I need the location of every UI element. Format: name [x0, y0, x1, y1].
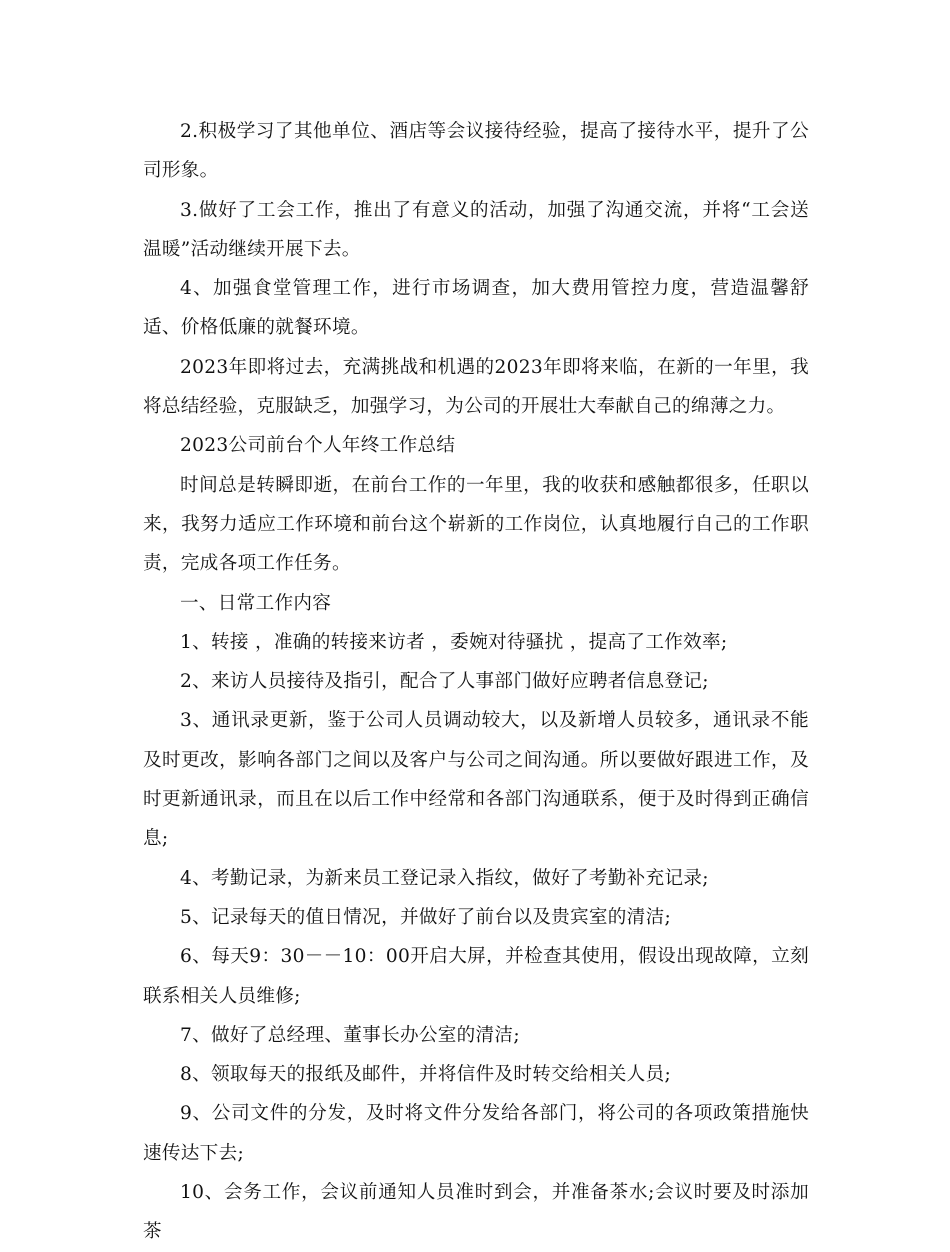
list-item-6: 6、每天9：30－－10：00开启大屏，并检查其使用，假设出现故障，立刻联系相关人员维修;	[143, 946, 809, 1007]
section-title: 2023公司前台个人年终工作总结	[180, 435, 456, 457]
subsection-heading: 一、日常工作内容	[180, 592, 332, 614]
list-item-4: 4、考勤记录，为新来员工登记录入指纹，做好了考勤补充记录;	[180, 867, 709, 889]
list-item-2: 2、来访人员接待及指引，配合了人事部门做好应聘者信息登记;	[180, 671, 709, 693]
list-item-9: 9、公司文件的分发，及时将文件分发给各部门，将公司的各项政策措施快速传达下去;	[143, 1103, 809, 1164]
list-item-8: 8、领取每天的报纸及邮件，并将信件及时转交给相关人员;	[180, 1064, 672, 1086]
paragraph-item-2: 2.积极学习了其他单位、酒店等会议接待经验，提高了接待水平，提升了公司形象。	[143, 121, 809, 182]
paragraph-year-closing: 2023年即将过去，充满挑战和机遇的2023年即将来临，在新的一年里，我将总结经验，克服缺乏，加强学习，为公司的开展壮大奉献自己的绵薄之力。	[143, 356, 809, 418]
document-body	[143, 112, 809, 1252]
paragraph-item-4: 4、加强食堂管理工作，进行市场调查，加大费用管控力度，营造温馨舒适、价格低廉的就餐环境。	[143, 278, 809, 339]
paragraph-item-3: 3.做好了工会工作，推出了有意义的活动，加强了沟通交流，并将“工会送温暖”活动继续开展下去。	[143, 199, 809, 260]
list-item-1: 1、转接 ，准确的转接来访者 ，委婉对待骚扰 ，提高了工作效率;	[180, 631, 728, 653]
list-item-7: 7、做好了总经理、董事长办公室的清洁;	[180, 1024, 520, 1046]
list-item-5: 5、记录每天的值日情况，并做好了前台以及贵宾室的清洁;	[180, 906, 672, 928]
list-item-10: 10、会务工作，会议前通知人员准时到会，并准备茶水;会议时要及时添加茶	[143, 1182, 809, 1243]
list-item-3: 3、通讯录更新，鉴于公司人员调动较大，以及新增人员较多，通讯录不能及时更改，影响各部门之间以及客户与公司之间沟通。所以要做好跟进工作，及时更新通讯录，而且在以后工作中经常和各部门沟通联系，便于及时得到正确信息;	[143, 710, 809, 850]
paragraph-intro: 时间总是转瞬即逝，在前台工作的一年里，我的收获和感触都很多，任职以来，我努力适应工作环境和前台这个崭新的工作岗位，认真地履行自己的工作职责，完成各项工作任务。	[143, 474, 809, 575]
